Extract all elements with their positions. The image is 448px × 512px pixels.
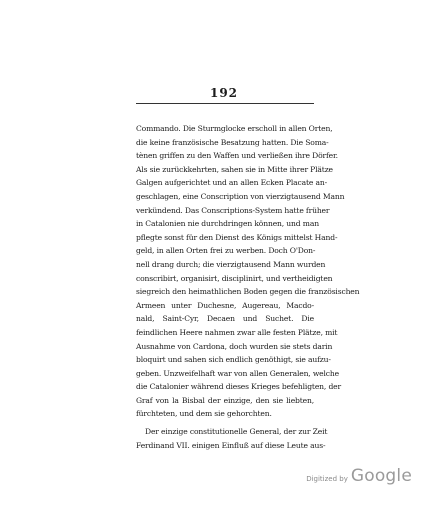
text-line: die Catalonier während dieses Krieges befehligten, der [136, 382, 341, 392]
text-line: Ferdinand VII. einigen Einfluß auf diese Leute aus- [136, 440, 326, 450]
watermark-prefix: Digitized by [306, 475, 348, 483]
text-line: nell drang durch; die vierzigtausend Mann wurden [136, 259, 326, 269]
text-line: geld, in allen Orten frei zu werben. Doch O'Don- [136, 246, 316, 256]
digitized-watermark [306, 466, 412, 486]
text-line: siegreich den heimathlichen Boden gegen die französischen [136, 287, 360, 297]
text-line: feindlichen Heere nahmen zwar alle festen Plätze, mit [136, 327, 338, 337]
watermark-brand: Google [350, 466, 412, 486]
header-rule [136, 103, 314, 104]
text-line: nald, Saint-Cyr, Decaen und Suchet. Die [136, 314, 314, 324]
text-line: bloquirt und sahen sich endlich genöthigt, sie aufzu- [136, 355, 331, 365]
text-line: Armeen unter Duchesne, Augereau, Macdo- [136, 300, 314, 310]
page-number: 192 [209, 86, 239, 100]
text-line: Graf von la Bisbal der einzige, den sie liebten, [136, 395, 314, 405]
text-line: Commando. Die Sturmglocke erscholl in allen Orten, [136, 124, 333, 133]
text-line: geben. Unzweifelhaft war von allen Generalen, welche [136, 368, 339, 378]
text-line: Als sie zurückkehrten, sahen sie in Mitte ihrer Plätze [136, 164, 333, 174]
text-line: fürchteten, und dem sie gehorchten. [136, 409, 272, 419]
text-line: pflegte sonst für den Dienst des Königs mittelst Hand- [136, 232, 338, 242]
text-line: tènen griffen zu den Waffen und verließen ihre Dörfer. [136, 151, 338, 161]
text-line: Ausnahme von Cardona, doch wurden sie stets darin [136, 341, 333, 351]
body-text [136, 122, 360, 452]
text-line: verkündend. Das Conscriptions-System hatte früher [136, 205, 330, 215]
text-line: Der einzige constitutionelle General, der zur Zeit [145, 427, 328, 437]
text-line: conscribirt, organisirt, disciplinirt, und vertheidigten [136, 273, 333, 283]
text-line: Galgen aufgerichtet und an allen Ecken Placate an- [136, 178, 328, 188]
text-line: in Catalonien nie durchdringen können, und man [136, 219, 319, 229]
text-line: die keine französische Besatzung hatten. Die Soma- [136, 137, 329, 147]
text-line: geschlagen, eine Conscription von vierzigtausend Mann [136, 191, 345, 201]
